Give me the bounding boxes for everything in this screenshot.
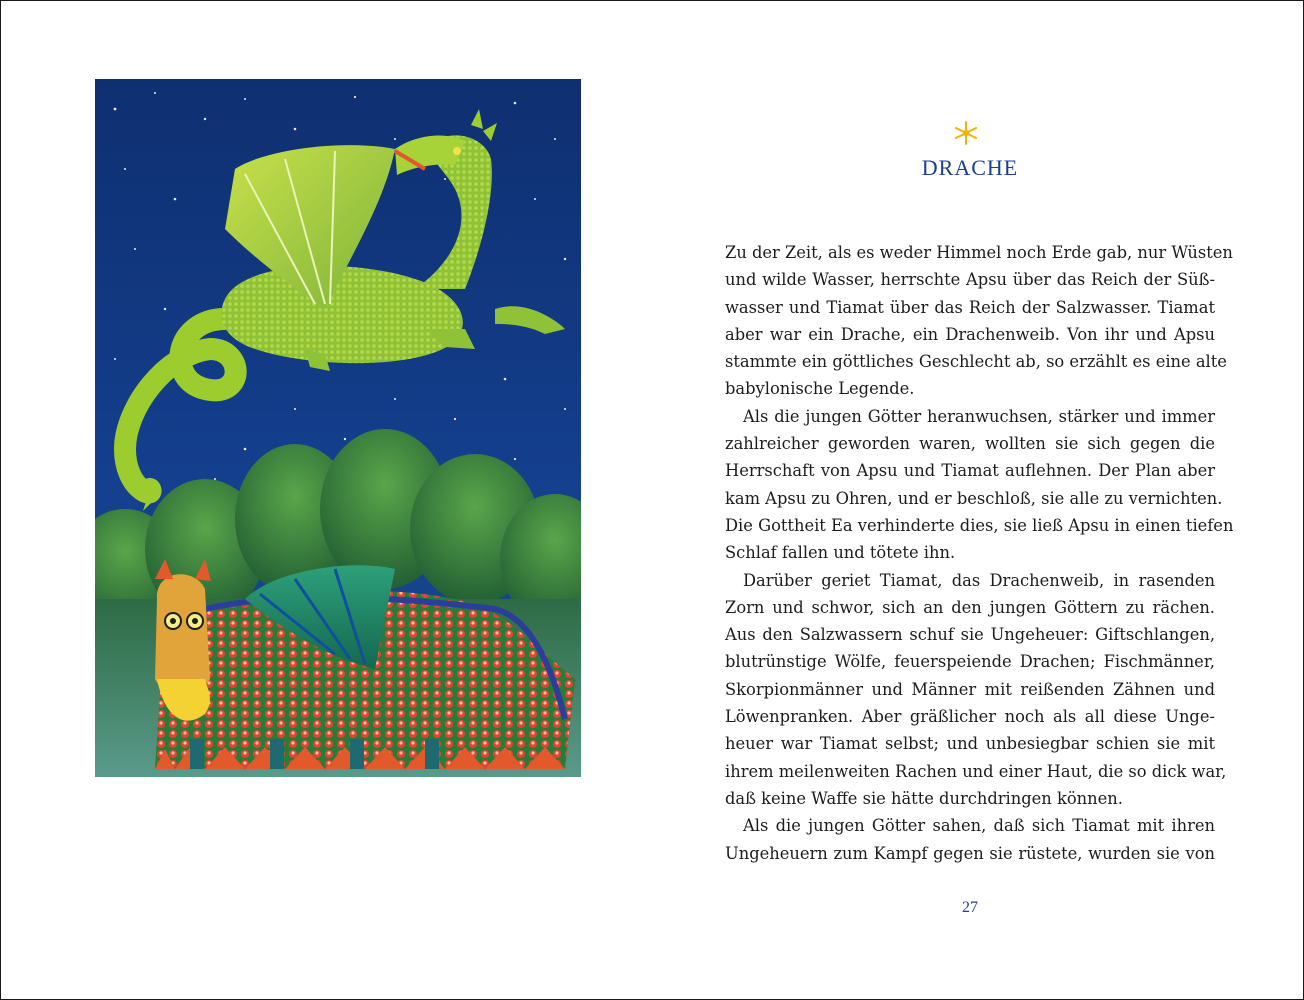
- text-line: Aus den Salzwassern schuf sie Ungeheuer: Giftschlangen,: [725, 625, 1215, 645]
- text-line: daß keine Waffe sie hätte durchdringen können.: [725, 788, 1123, 808]
- text-line: Schlaf fallen und tötete ihn.: [725, 543, 956, 563]
- text-line: kam Apsu zu Ohren, und er beschloß, sie alle zu vernichten.: [725, 488, 1223, 508]
- text-line: Zu der Zeit, als es weder Himmel noch Erde gab, nur Wüsten: [725, 243, 1233, 262]
- text-line: Als die jungen Götter sahen, daß sich Tiamat mit ihren: [743, 816, 1215, 836]
- text-line: Zorn und schwor, sich an den jungen Göttern zu rächen.: [725, 597, 1215, 617]
- text-line: Löwenpranken. Aber gräßlicher noch als all diese Unge-: [725, 707, 1215, 727]
- text-line: Skorpionmänner und Männer mit reißenden Zähnen und: [725, 679, 1215, 699]
- chapter-title: DRACHE: [921, 155, 1019, 180]
- text-line: Die Gottheit Ea verhinderte dies, sie ließ Apsu in einen tiefen: [725, 515, 1234, 535]
- text-line: wasser und Tiamat über das Reich der Salzwasser. Tiamat: [725, 297, 1215, 317]
- body-text: [725, 239, 1234, 867]
- dragon-illustration: [95, 79, 581, 777]
- text-line: Herrschaft von Apsu und Tiamat auflehnen. Der Plan aber: [725, 461, 1215, 481]
- text-line: Darüber geriet Tiamat, das Drachenweib, in rasenden: [743, 570, 1215, 590]
- text-line: aber war ein Drache, ein Drachenweib. Von ihr und Apsu: [725, 324, 1215, 344]
- text-line: stammte ein göttliches Geschlecht ab, so erzählt es eine alte: [725, 352, 1227, 372]
- text-line: ihrem meilenweiten Rachen und einer Haut, die so dick war,: [725, 761, 1227, 781]
- page-number: 27: [962, 899, 978, 916]
- text-line: zahlreicher geworden waren, wollten sie sich gegen die: [725, 434, 1215, 454]
- text-line: babylonische Legende.: [725, 379, 915, 399]
- text-line: Ungeheuern zum Kampf gegen sie rüstete, wurden sie von: [725, 843, 1215, 863]
- text-line: Als die jungen Götter heranwuchsen, stärker und immer: [743, 406, 1215, 426]
- text-line: heuer war Tiamat selbst; und unbesiegbar schien sie mit: [725, 734, 1215, 754]
- text-line: und wilde Wasser, herrschte Apsu über das Reich der Süß-: [725, 270, 1215, 290]
- star-icon: [953, 120, 979, 146]
- text-line: blutrünstige Wölfe, feuerspeiende Drachen; Fischmänner,: [725, 652, 1215, 672]
